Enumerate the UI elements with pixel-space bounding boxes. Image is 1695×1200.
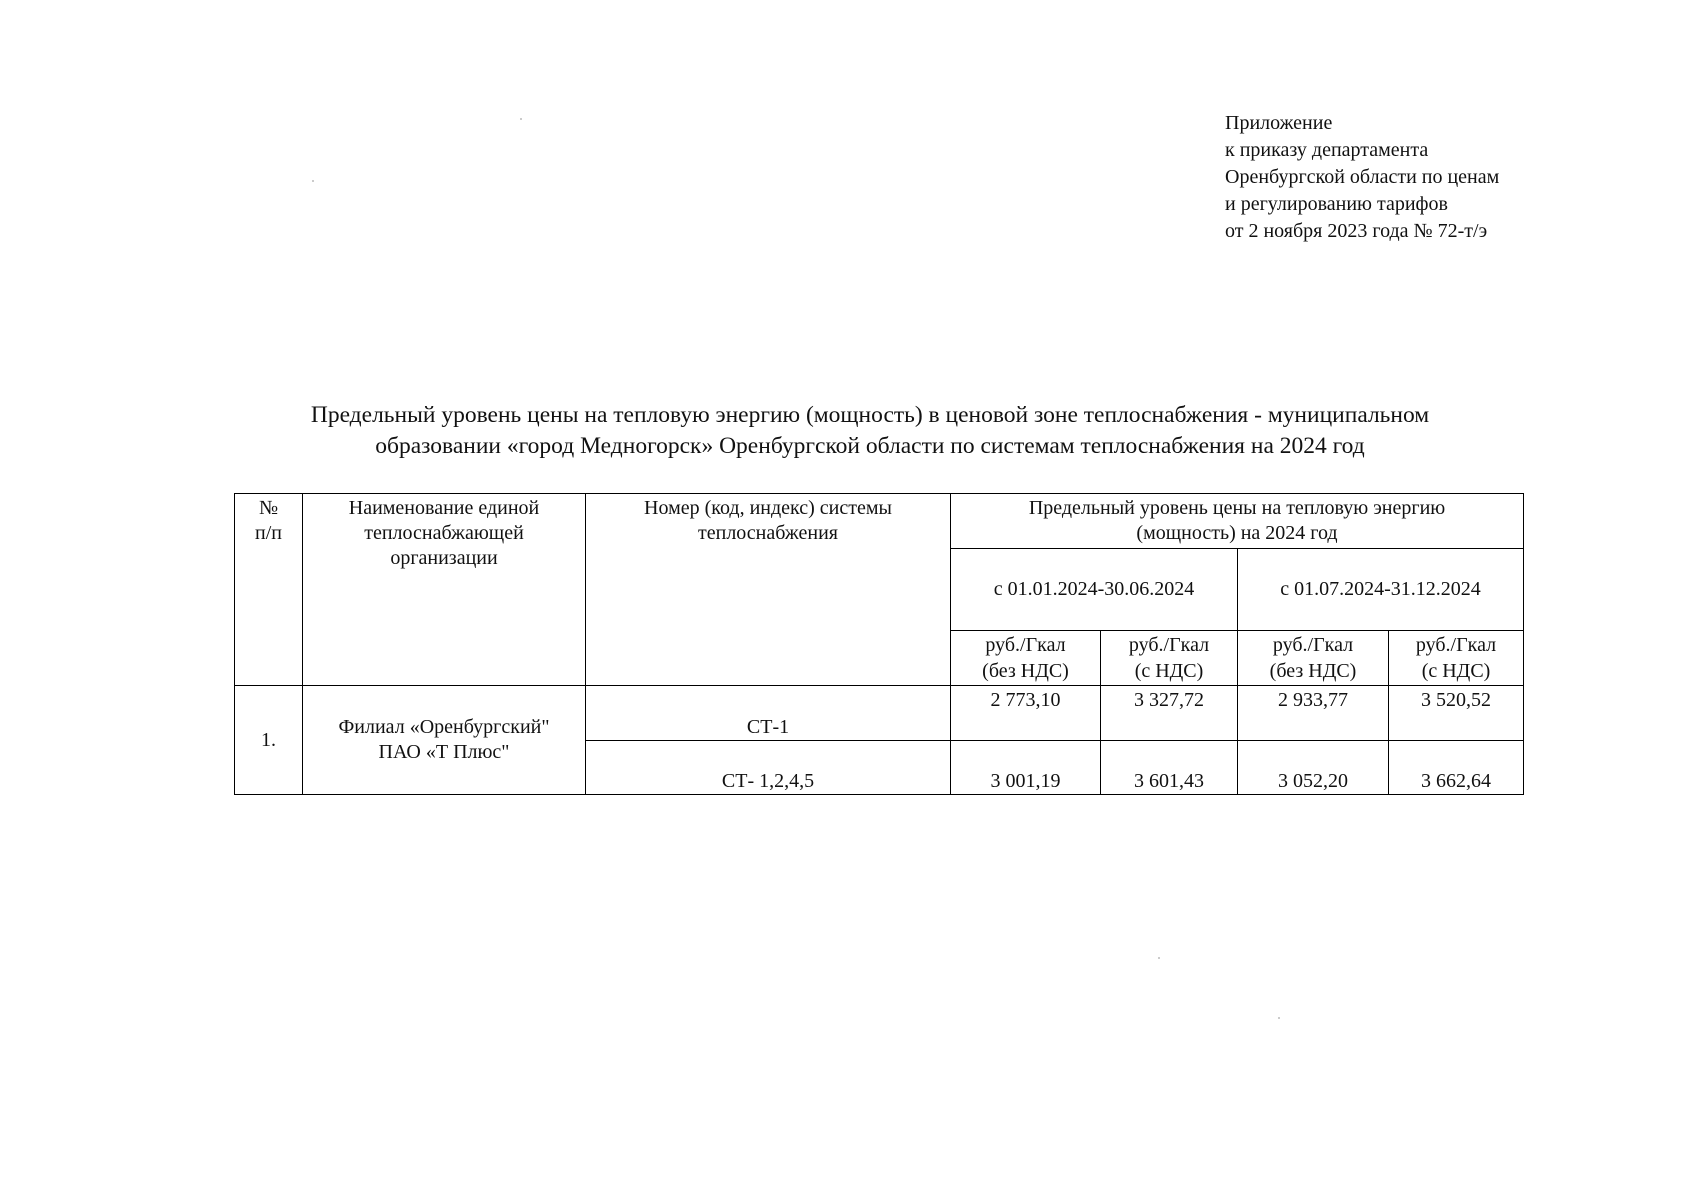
price-cell: 3 662,64 <box>1389 741 1524 795</box>
appendix-line: и регулированию тарифов <box>1225 193 1448 215</box>
row-number: 1. <box>235 686 303 795</box>
price-cell: 2 773,10 <box>951 686 1101 741</box>
document-title <box>170 400 1570 462</box>
header-organization: Наименование единой теплоснабжающей организации <box>303 494 586 686</box>
system-code: СТ-1 <box>586 686 951 741</box>
appendix-line: от 2 ноября 2023 года № 72-т/э <box>1225 220 1488 242</box>
appendix-note <box>1225 110 1499 245</box>
appendix-line: Оренбургской области по ценам <box>1225 166 1500 188</box>
appendix-line: Приложение <box>1225 112 1333 134</box>
title-line-1: Предельный уровень цены на тепловую энергию (мощность) в ценовой зоне теплоснабжения - муниципальном <box>310 402 1430 428</box>
price-cell: 3 001,19 <box>951 741 1101 795</box>
header-price-level: Предельный уровень цены на тепловую энергию (мощность) на 2024 год <box>951 494 1524 549</box>
tariff-table <box>234 493 1524 795</box>
price-cell: 3 327,72 <box>1101 686 1238 741</box>
header-period-2: с 01.07.2024-31.12.2024 <box>1238 549 1524 631</box>
table-row <box>235 686 1524 741</box>
header-period-1: с 01.01.2024-30.06.2024 <box>951 549 1238 631</box>
system-code: СТ- 1,2,4,5 <box>586 741 951 795</box>
row-organization: Филиал «Оренбургский" ПАО «Т Плюс" <box>303 686 586 795</box>
header-unit-with-vat: руб./Гкал (с НДС) <box>1389 631 1524 686</box>
price-cell: 3 601,43 <box>1101 741 1238 795</box>
header-unit-no-vat: руб./Гкал (без НДС) <box>1238 631 1389 686</box>
scan-speck <box>1158 957 1160 959</box>
header-system-code: Номер (код, индекс) системы теплоснабжения <box>586 494 951 686</box>
scan-speck <box>1278 1017 1280 1019</box>
scan-speck <box>312 180 314 182</box>
header-unit-no-vat: руб./Гкал (без НДС) <box>951 631 1101 686</box>
header-unit-with-vat: руб./Гкал (с НДС) <box>1101 631 1238 686</box>
title-line-2: образовании «город Медногорск» Оренбургской области по системам теплоснабжения на 2024 год <box>375 433 1365 459</box>
price-cell: 2 933,77 <box>1238 686 1389 741</box>
scan-speck <box>520 118 522 120</box>
price-cell: 3 520,52 <box>1389 686 1524 741</box>
appendix-line: к приказу департамента <box>1225 139 1429 161</box>
header-number: № п/п <box>235 494 303 686</box>
price-cell: 3 052,20 <box>1238 741 1389 795</box>
